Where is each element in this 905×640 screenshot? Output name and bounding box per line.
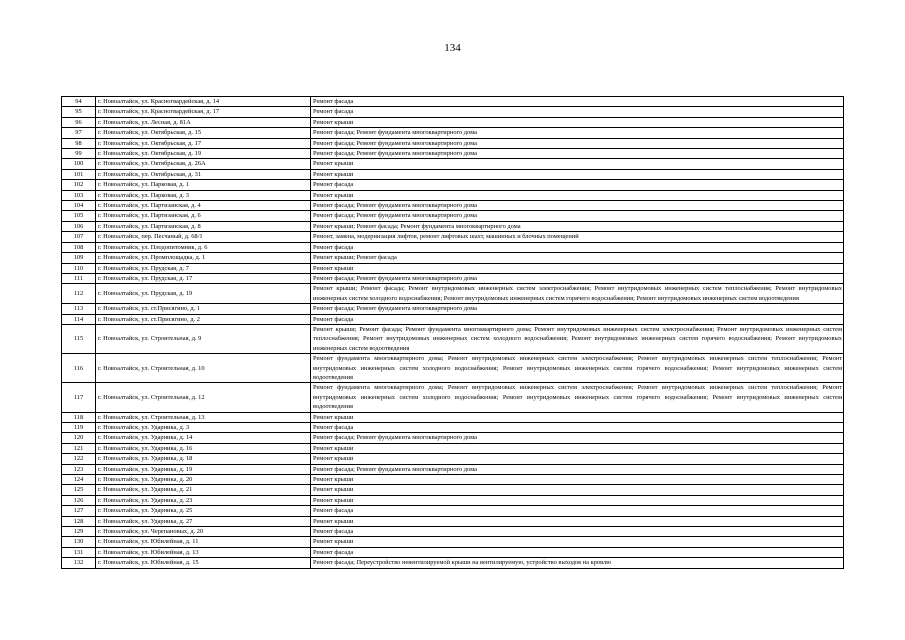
row-works: Ремонт фасада; Ремонт фундамента многоквартирного дома (311, 433, 844, 443)
row-works: Ремонт крыши; Ремонт фасада; Ремонт внутридомовых инженерных систем электроснабжения; Ремонт внутридомовых инженерных систем теплоснабжения; Ремонт внутридомовых инженерных систем холодного водоснабжения; Ремонт внутридомовых инженерных систем горячего водоснабжения; Ремонт внутридомовых инженерных систем водоотведения (311, 284, 844, 304)
row-number: 113 (62, 304, 96, 314)
row-works: Ремонт крыши (311, 412, 844, 422)
row-address: г. Новоалтайск, пер. Песчаный, д. 68/1 (96, 232, 311, 242)
row-address: г. Новоалтайск, ул. Строительная, д. 9 (96, 324, 311, 353)
row-works: Ремонт фасада; Ремонт фундамента многоквартирного дома (311, 304, 844, 314)
table-row (62, 433, 844, 443)
row-works: Ремонт фасада (311, 242, 844, 252)
row-works: Ремонт крыши (311, 495, 844, 505)
row-address: г. Новоалтайск, ул. Октябрьская, д. 15 (96, 128, 311, 138)
row-address: г. Новоалтайск, ул. Октябрьская, д. 26А (96, 159, 311, 169)
row-number: 124 (62, 475, 96, 485)
row-works: Ремонт крыши (311, 485, 844, 495)
row-works: Ремонт фасада; Ремонт фундамента многоквартирного дома (311, 201, 844, 211)
row-number: 112 (62, 284, 96, 304)
table-row (62, 284, 844, 304)
row-address: г. Новоалтайск, ул. ст.Присягино, д. 2 (96, 314, 311, 324)
row-number: 119 (62, 423, 96, 433)
row-works: Ремонт фасада; Ремонт фундамента многоквартирного дома (311, 138, 844, 148)
row-address: г. Новоалтайск, ул. Промплощадка, д. 1 (96, 253, 311, 263)
row-number: 121 (62, 443, 96, 453)
row-address: г. Новоалтайск, ул. Строительная, д. 13 (96, 412, 311, 422)
row-number: 100 (62, 159, 96, 169)
row-works: Ремонт фасада (311, 180, 844, 190)
table-row (62, 263, 844, 273)
row-number: 106 (62, 221, 96, 231)
row-address: г. Новоалтайск, ул. Ударника, д. 18 (96, 454, 311, 464)
row-number: 128 (62, 516, 96, 526)
row-address: г. Новоалтайск, ул. Черепановых, д. 20 (96, 527, 311, 537)
row-works: Ремонт, замена, модернизация лифтов, ремонт лифтовых шахт, машинных и блочных помещений (311, 232, 844, 242)
row-address: г. Новоалтайск, ул. Октябрьская, д. 17 (96, 138, 311, 148)
row-number: 115 (62, 324, 96, 353)
table-row (62, 253, 844, 263)
table-body (62, 97, 844, 569)
row-number: 99 (62, 149, 96, 159)
table-row (62, 464, 844, 474)
row-works: Ремонт крыши (311, 159, 844, 169)
table-row (62, 169, 844, 179)
table-row (62, 558, 844, 568)
row-address: г. Новоалтайск, ул. Красногвардейская, д. 14 (96, 97, 311, 107)
row-address: г. Новоалтайск, ул. Прудская, д. 7 (96, 263, 311, 273)
table-row (62, 547, 844, 557)
row-works: Ремонт крыши (311, 263, 844, 273)
row-number: 101 (62, 169, 96, 179)
table-row (62, 324, 844, 353)
row-address: г. Новоалтайск, ул. Парковая, д. 1 (96, 180, 311, 190)
row-address: г. Новоалтайск, ул. Плодопитомник, д. 6 (96, 242, 311, 252)
row-works: Ремонт крыши (311, 537, 844, 547)
row-works: Ремонт фундамента многоквартирного дома; Ремонт внутридомовых инженерных систем электроснабжения; Ремонт внутридомовых инженерных систем теплоснабжения; Ремонт внутридомовых инженерных систем холодного водоснабжения; Ремонт внутридомовых инженерных систем горячего водоснабжения; Ремонт внутридомовых инженерных систем водоотведения (311, 383, 844, 412)
row-works: Ремонт крыши; Ремонт фасада (311, 253, 844, 263)
table-row (62, 516, 844, 526)
row-address: г. Новоалтайск, ул. Прудская, д. 17 (96, 273, 311, 283)
row-number: 108 (62, 242, 96, 252)
row-works: Ремонт крыши (311, 454, 844, 464)
row-address: г. Новоалтайск, ул. Ударника, д. 21 (96, 485, 311, 495)
row-address: г. Новоалтайск, ул. Юбилейная, д. 13 (96, 547, 311, 557)
row-address: г. Новоалтайск, ул. Партизанская, д. 6 (96, 211, 311, 221)
table-row (62, 138, 844, 148)
row-works: Ремонт фасада (311, 547, 844, 557)
row-number: 107 (62, 232, 96, 242)
row-works: Ремонт фасада; Ремонт фундамента многоквартирного дома (311, 149, 844, 159)
row-number: 117 (62, 383, 96, 412)
table-row (62, 190, 844, 200)
row-address: г. Новоалтайск, ул. Ударника, д. 19 (96, 464, 311, 474)
row-address: г. Новоалтайск, ул. Октябрьская, д. 19 (96, 149, 311, 159)
row-number: 131 (62, 547, 96, 557)
table-row (62, 354, 844, 383)
table-row (62, 107, 844, 117)
row-works: Ремонт фасада (311, 314, 844, 324)
table-row (62, 314, 844, 324)
row-number: 111 (62, 273, 96, 283)
row-address: г. Новоалтайск, ул. Ударника, д. 25 (96, 506, 311, 516)
row-address: г. Новоалтайск, ул. Ударника, д. 27 (96, 516, 311, 526)
row-number: 127 (62, 506, 96, 516)
row-works: Ремонт фасада; Ремонт фундамента многоквартирного дома (311, 211, 844, 221)
row-works: Ремонт крыши; Ремонт фасада; Ремонт фундамента многоквартирного дома (311, 221, 844, 231)
row-works: Ремонт фундамента многоквартирного дома; Ремонт внутридомовых инженерных систем электроснабжения; Ремонт внутридомовых инженерных систем теплоснабжения; Ремонт внутридомовых инженерных систем холодного водоснабжения; Ремонт внутридомовых инженерных систем горячего водоснабжения; Ремонт внутридомовых инженерных систем водоотведения (311, 354, 844, 383)
row-number: 102 (62, 180, 96, 190)
row-number: 103 (62, 190, 96, 200)
repair-works-table (61, 96, 844, 569)
row-address: г. Новоалтайск, ул. Ударника, д. 20 (96, 475, 311, 485)
row-address: г. Новоалтайск, ул. Юбилейная, д. 15 (96, 558, 311, 568)
table-row (62, 128, 844, 138)
table-row (62, 383, 844, 412)
table-row (62, 443, 844, 453)
table-row (62, 475, 844, 485)
row-works: Ремонт крыши (311, 169, 844, 179)
row-works: Ремонт крыши (311, 443, 844, 453)
row-number: 114 (62, 314, 96, 324)
table-row (62, 495, 844, 505)
table-row (62, 304, 844, 314)
row-number: 116 (62, 354, 96, 383)
row-number: 96 (62, 117, 96, 127)
row-address: г. Новоалтайск, ул. Ударника, д. 14 (96, 433, 311, 443)
row-address: г. Новоалтайск, ул. Лесная, д. 81А (96, 117, 311, 127)
table-row (62, 159, 844, 169)
table-row (62, 242, 844, 252)
table-row (62, 117, 844, 127)
row-works: Ремонт крыши (311, 475, 844, 485)
table-row (62, 506, 844, 516)
row-address: г. Новоалтайск, ул. Парковая, д. 3 (96, 190, 311, 200)
row-address: г. Новоалтайск, ул. Партизанская, д. 4 (96, 201, 311, 211)
row-number: 109 (62, 253, 96, 263)
row-number: 126 (62, 495, 96, 505)
row-address: г. Новоалтайск, ул. Красногвардейская, д. 17 (96, 107, 311, 117)
table-row (62, 97, 844, 107)
row-works: Ремонт фасада (311, 506, 844, 516)
table-row (62, 454, 844, 464)
table-row (62, 412, 844, 422)
row-number: 105 (62, 211, 96, 221)
table-row (62, 537, 844, 547)
row-works: Ремонт фасада; Переустройство невентилируемой крыши на вентилируемую, устройство выходов на кровлю (311, 558, 844, 568)
row-number: 110 (62, 263, 96, 273)
table-row (62, 180, 844, 190)
row-address: г. Новоалтайск, ул. Строительная, д. 12 (96, 383, 311, 412)
row-address: г. Новоалтайск, ул. Ударника, д. 3 (96, 423, 311, 433)
row-works: Ремонт крыши; Ремонт фасада; Ремонт фундамента многоквартирного дома; Ремонт внутридомовых инженерных систем электроснабжения; Ремонт внутридомовых инженерных систем теплоснабжения; Ремонт внутридомовых инженерных систем холодного водоснабжения; Ремонт внутридомовых инженерных систем горячего водоснабжения; Ремонт внутридомовых инженерных систем водоотведения (311, 324, 844, 353)
table-row (62, 201, 844, 211)
row-number: 125 (62, 485, 96, 495)
table-row (62, 232, 844, 242)
table-row (62, 485, 844, 495)
row-works: Ремонт фасада (311, 97, 844, 107)
row-works: Ремонт крыши (311, 117, 844, 127)
row-works: Ремонт фасада (311, 527, 844, 537)
row-address: г. Новоалтайск, ул. ст.Присягино, д. 1 (96, 304, 311, 314)
row-number: 118 (62, 412, 96, 422)
row-address: г. Новоалтайск, ул. Октябрьская, д. 31 (96, 169, 311, 179)
row-address: г. Новоалтайск, ул. Ударника, д. 16 (96, 443, 311, 453)
row-number: 104 (62, 201, 96, 211)
row-address: г. Новоалтайск, ул. Юбилейная, д. 11 (96, 537, 311, 547)
row-number: 94 (62, 97, 96, 107)
table-row (62, 527, 844, 537)
row-number: 98 (62, 138, 96, 148)
row-works: Ремонт фасада; Ремонт фундамента многоквартирного дома (311, 464, 844, 474)
row-works: Ремонт крыши (311, 190, 844, 200)
page-number: 134 (444, 42, 461, 54)
row-address: г. Новоалтайск, ул. Ударника, д. 23 (96, 495, 311, 505)
row-number: 132 (62, 558, 96, 568)
row-number: 129 (62, 527, 96, 537)
row-works: Ремонт фасада; Ремонт фундамента многоквартирного дома (311, 273, 844, 283)
row-works: Ремонт фасада; Ремонт фундамента многоквартирного дома (311, 128, 844, 138)
row-number: 130 (62, 537, 96, 547)
row-number: 120 (62, 433, 96, 443)
row-number: 95 (62, 107, 96, 117)
row-address: г. Новоалтайск, ул. Строительная, д. 10 (96, 354, 311, 383)
row-works: Ремонт фасада (311, 107, 844, 117)
table-row (62, 423, 844, 433)
row-address: г. Новоалтайск, ул. Прудская, д. 19 (96, 284, 311, 304)
row-number: 97 (62, 128, 96, 138)
row-number: 123 (62, 464, 96, 474)
table-row (62, 211, 844, 221)
row-address: г. Новоалтайск, ул. Партизанская, д. 8 (96, 221, 311, 231)
table-row (62, 273, 844, 283)
table-row (62, 221, 844, 231)
row-works: Ремонт фасада (311, 423, 844, 433)
row-works: Ремонт крыши (311, 516, 844, 526)
row-number: 122 (62, 454, 96, 464)
table-row (62, 149, 844, 159)
